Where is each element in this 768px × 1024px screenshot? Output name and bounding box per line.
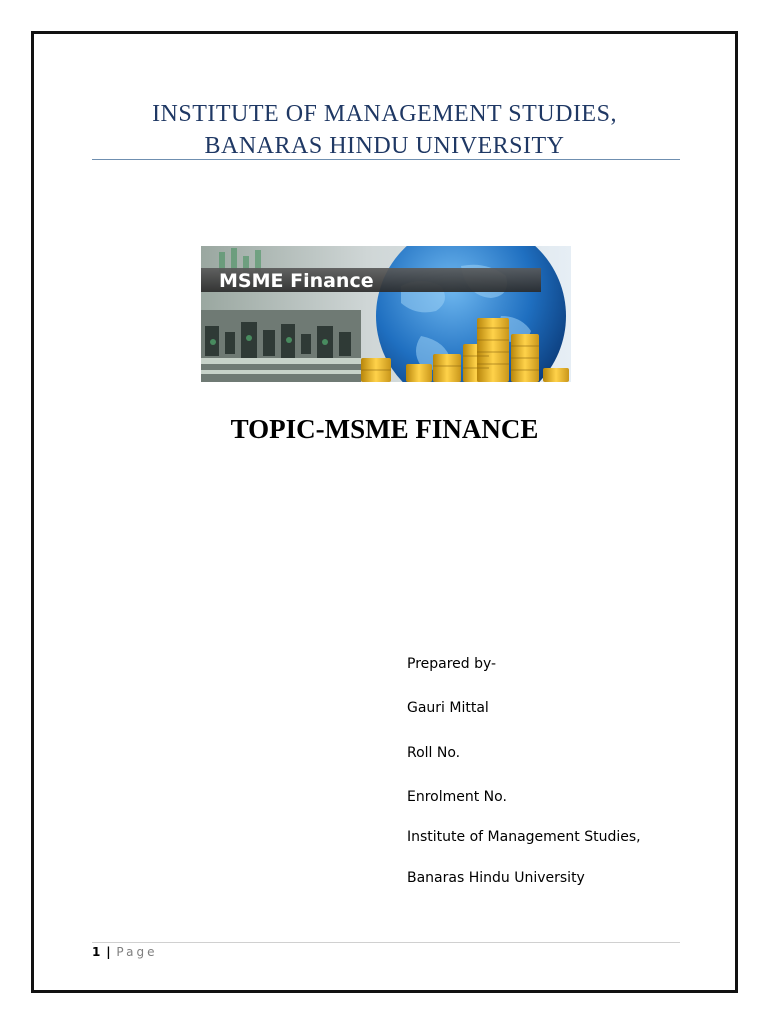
prepared-by-label: Prepared by- xyxy=(407,656,497,672)
msme-finance-banner-image xyxy=(201,246,571,382)
institute-name-line1: Institute of Management Studies, xyxy=(407,829,641,845)
banner-title-text: MSME Finance xyxy=(219,270,374,292)
footer-divider xyxy=(92,942,680,943)
topic-title: TOPIC-MSME FINANCE xyxy=(230,414,539,444)
roll-number: Roll No. xyxy=(407,745,461,761)
page-footer xyxy=(92,945,157,959)
institute-heading-line1: INSTITUTE OF MANAGEMENT STUDIES, xyxy=(152,101,617,127)
page-border xyxy=(31,31,738,993)
author-name: Gauri Mittal xyxy=(407,700,489,716)
institute-heading xyxy=(34,98,735,162)
institute-name-line2: Banaras Hindu University xyxy=(407,870,585,886)
page-word: Page xyxy=(116,945,158,959)
page-number: 1 xyxy=(92,945,101,959)
enrolment-number: Enrolment No. xyxy=(407,789,507,805)
page-separator: | xyxy=(106,945,111,959)
heading-divider xyxy=(92,159,680,160)
institute-heading-line2: BANARAS HINDU UNIVERSITY xyxy=(204,133,565,159)
